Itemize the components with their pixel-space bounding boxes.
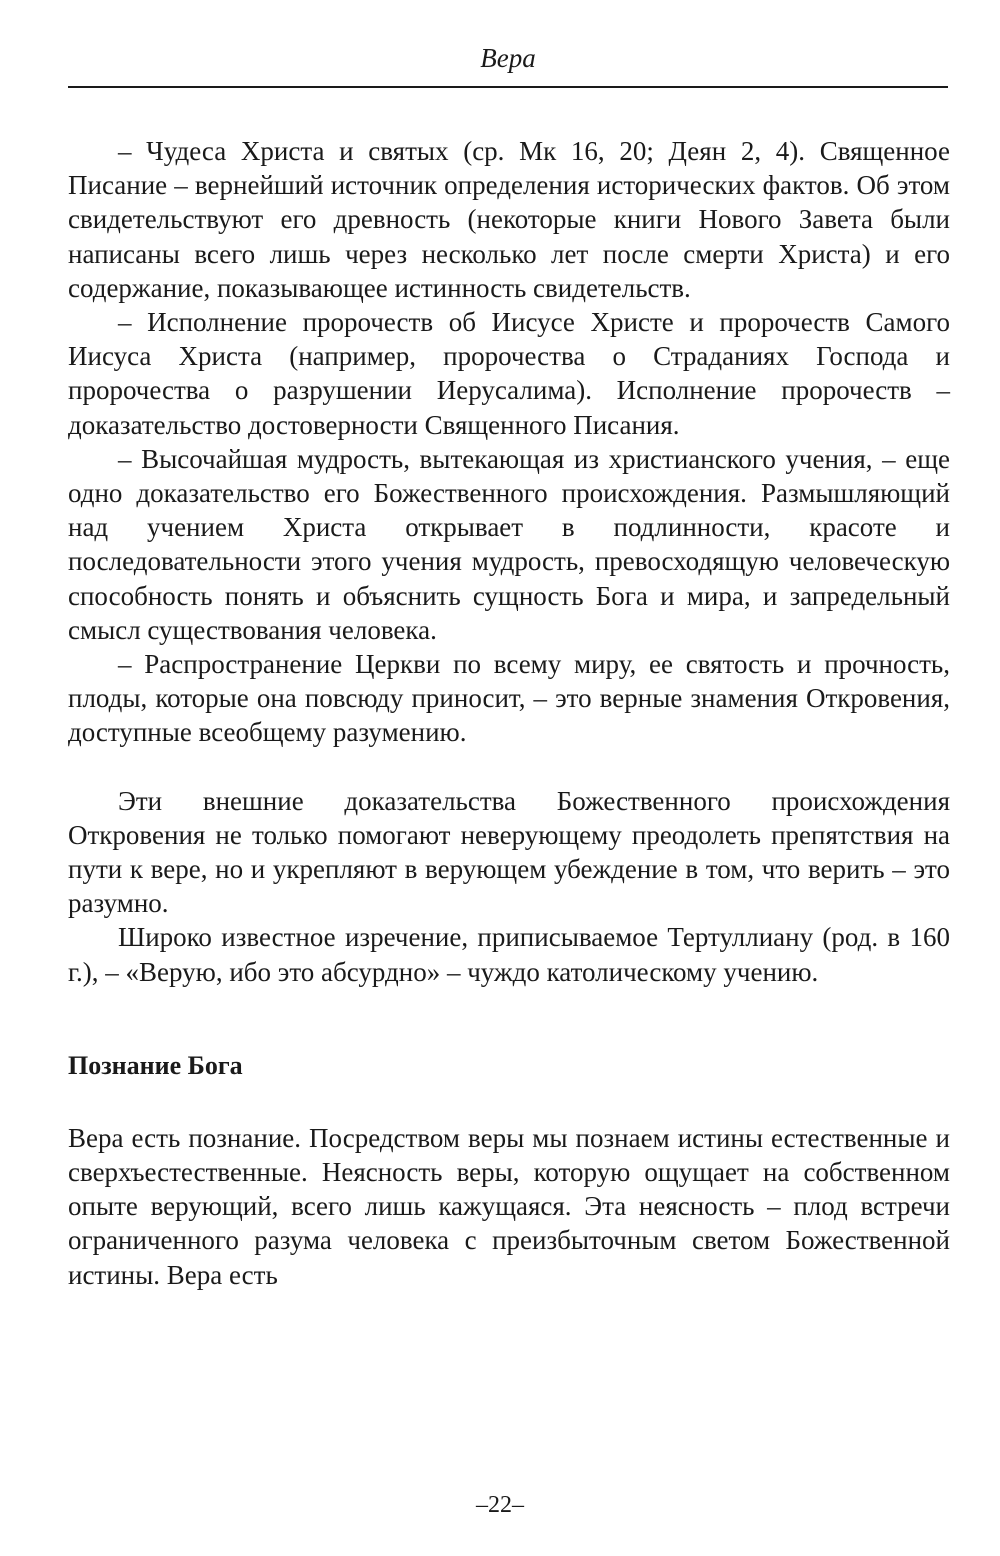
paragraph-knowledge: Вера есть познание. Посредством веры мы познаем истины естественные и сверхъестественные. Неясность веры, которую ощущает на собственном опыте верующий, всего лишь кажущаяся. Эта неясность – плод встречи ограниченного разума человека с преизбыточным светом Божественной истины. Вера есть: [68, 1122, 950, 1290]
spacer: [68, 1083, 950, 1121]
header-rule: [68, 86, 948, 88]
spacer: [68, 989, 950, 1049]
paragraph-prophecies: – Исполнение пророчеств об Иисусе Христе и пророчеств Самого Иисуса Христа (например, пророчества о Страданиях Господа и пророчества о разрушении Иерусалима). Исполнение пророчеств – доказательство достоверности Священного Писания.: [68, 307, 950, 440]
paragraph-external-proofs: Эти внешние доказательства Божественного происхождения Откровения не только помогают неверующему преодолеть препятствия на пути к вере, но и укрепляют в верующем убеждение в том, что верить – это разумно.: [68, 785, 950, 919]
paragraph-church: – Распространение Церкви по всему миру, ее святость и прочность, плоды, которые она повсюду приносит, – это верные знамения Откровения, доступные всеобщему разумению.: [68, 649, 950, 748]
paragraph-miracles: – Чудеса Христа и святых (ср. Мк 16, 20; Деян 2, 4). Священное Писание – вернейший источник определения исторических фактов. Об этом свидетельствуют его древность (некоторые книги Нового Завета были написаны всего лишь через несколько лет после смерти Христа) и его содержание, показывающее истинность свидетельств.: [68, 136, 950, 303]
page-number: –22–: [476, 1492, 524, 1518]
page-body: [68, 134, 950, 1292]
section-title: Познание Бога: [68, 1050, 243, 1080]
spacer: [68, 750, 950, 784]
paragraph-tertullian: Широко известное изречение, приписываемое Тертуллиану (род. в 160 г.), – «Верую, ибо это абсурдно» – чуждо католическому учению.: [68, 922, 950, 987]
paragraph-wisdom: – Высочайшая мудрость, вытекающая из христианского учения, – еще одно доказательство его Божественного происхождения. Размышляющий над учением Христа открывает в подлинности, красоте и последовательности этого учения мудрость, превосходящую человеческую способность понять и объяснить сущность Бога и мира, и запредельный смысл существования человека.: [68, 443, 950, 645]
running-head: Вера: [480, 43, 536, 73]
